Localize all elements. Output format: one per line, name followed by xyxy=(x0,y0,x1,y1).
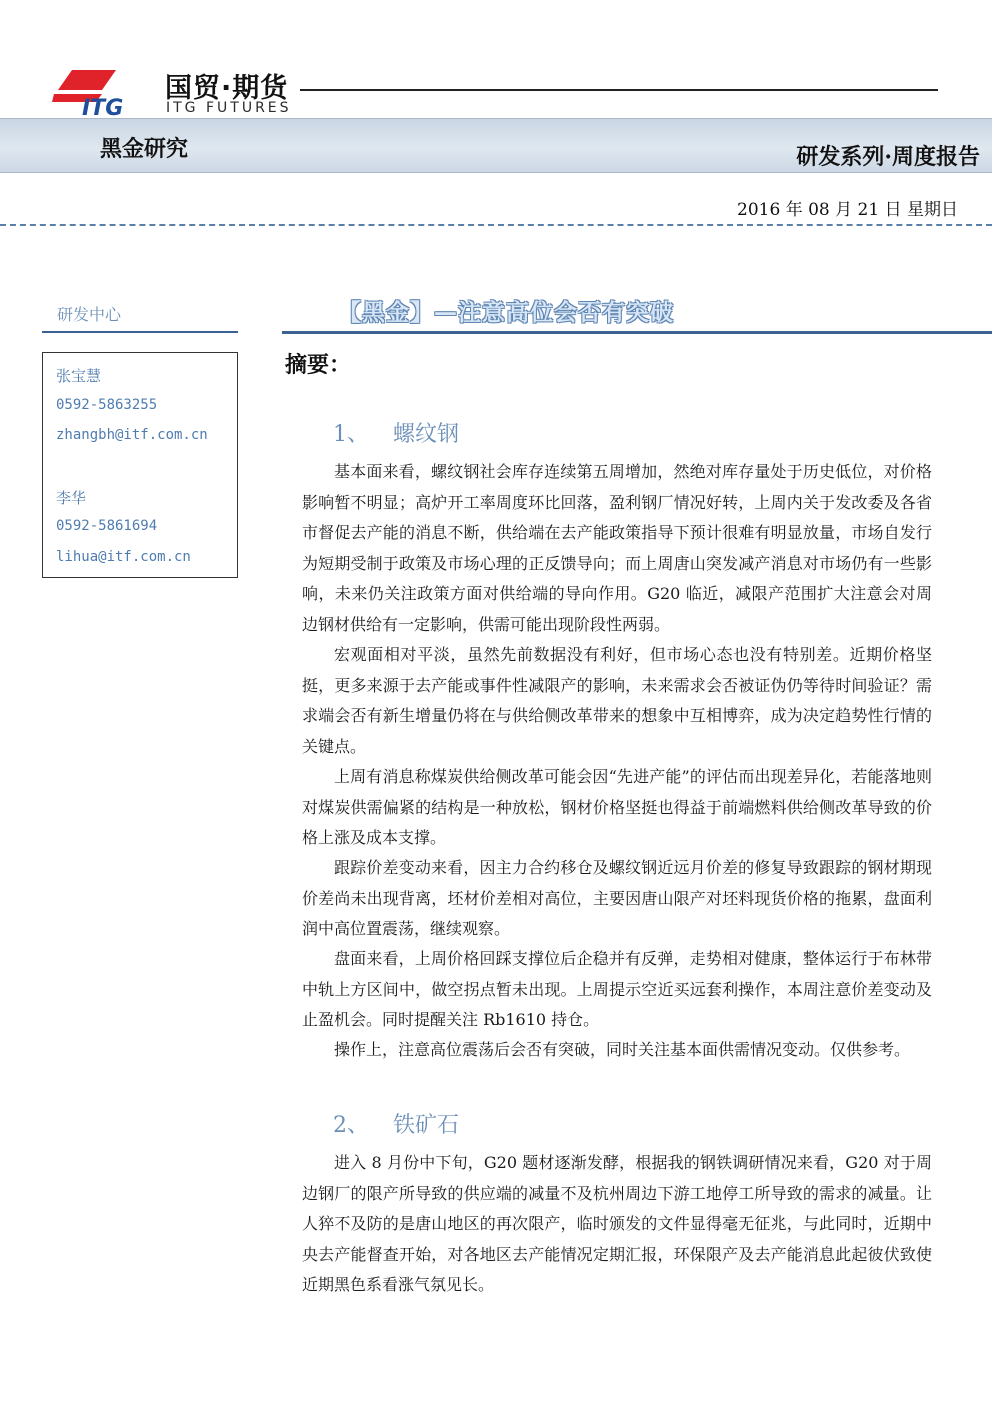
paragraph: 宏观面相对平淡，虽然先前数据没有利好，但市场心态也没有特别差。近期价格坚挺，更多来源于去产能或事件性减限产的影响，未来需求会否被证伪仍等待时间验证？需求端会否有新生增量仍将在与供给侧改革带来的想象中互相博弈，成为决定趋势性行情的关键点。 xyxy=(302,645,932,756)
banner-section-name: 黑金研究 xyxy=(100,136,189,162)
report-date: 2016 年 08 月 21 日 星期日 xyxy=(737,200,958,220)
paragraph: 跟踪价差变动来看，因主力合约移仓及螺纹钢近远月价差的修复导致跟踪的钢材期现价差尚未出现背离，坯材价差相对高位，主要因唐山限产对坯料现货价格的拖累，盘面利润中高位置震荡，继续观察。 xyxy=(302,858,932,939)
header-rule xyxy=(300,89,938,91)
paragraph: 上周有消息称煤炭供给侧改革可能会因“先进产能”的评估而出现差异化，若能落地则对煤炭供需偏紧的结构是一种放松，钢材价格坚挺也得益于前端燃料供给侧改革导致的价格上涨及成本支撑。 xyxy=(302,767,932,848)
banner-report-type: 研发系列·周度报告 xyxy=(796,144,980,170)
paragraph: 基本面来看，螺纹钢社会库存连续第五周增加，然绝对库存量处于历史低位，对价格影响暂不明显；高炉开工率周度环比回落，盈利钢厂情况好转，上周内关于发改委及各省市督促去产能的消息不断，供给端在去产能政策指导下预计很难有明显放量，市场自发行为短期受制于政策及市场心理的正反馈导向；而上周唐山突发减产消息对市场仍有一些影响，未来仍关注政策方面对供给端的导向作用。G20 临近，减限产范围扩大注意会对周边钢材供给有一定影响，供需可能出现阶段性两弱。 xyxy=(302,462,932,634)
sidebar-title: 研发中心 xyxy=(57,305,122,324)
contact-email[interactable]: lihua@itf.com.cn xyxy=(56,549,191,565)
contact-name: 李华 xyxy=(56,489,87,507)
section-title: 螺纹钢 xyxy=(393,422,460,447)
report-title: 【黑金】—注意高位会否有突破 xyxy=(338,299,674,326)
sidebar-rule xyxy=(42,331,238,333)
contact-phone: 0592-5863255 xyxy=(56,397,158,413)
section-heading xyxy=(333,417,459,448)
paragraph: 盘面来看，上周价格回踩支撑位后企稳并有反弹，走势相对健康，整体运行于布林带中轨上方区间中，做空拐点暂未出现。上周提示空近买远套利操作，本周注意价差变动及止盈机会。同时提醒关注 Rb1610 持仓。 xyxy=(302,949,932,1030)
title-rule xyxy=(282,331,992,334)
section-number: 1、 xyxy=(333,422,369,447)
contact-email[interactable]: zhangbh@itf.com.cn xyxy=(56,427,208,443)
contact-name: 张宝慧 xyxy=(56,367,102,385)
section-title: 铁矿石 xyxy=(393,1113,460,1138)
contact-phone: 0592-5861694 xyxy=(56,518,158,534)
logo-chinese: 国贸·期货 xyxy=(165,73,289,104)
paragraph: 操作上，注意高位震荡后会否有突破，同时关注基本面供需情况变动。仅供参考。 xyxy=(334,1040,911,1059)
abstract-label: 摘要： xyxy=(285,352,352,378)
section-heading xyxy=(333,1108,459,1139)
logo-mark-text: ITG xyxy=(82,96,124,118)
logo-english: ITG FUTURES xyxy=(166,100,292,116)
dashed-divider xyxy=(0,224,992,226)
section-number: 2、 xyxy=(333,1113,369,1138)
itg-logo-icon xyxy=(52,68,152,118)
paragraph: 进入 8 月份中下旬，G20 题材逐渐发酵，根据我的钢铁调研情况来看，G20 对于周边钢厂的限产所导致的供应端的减量不及杭州周边下游工地停工所导致的需求的减量。让人猝不及防的是唐山地区的再次限产，临时颁发的文件显得毫无征兆，与此同时，近期中央去产能督查开始，对各地区去产能情况定期汇报，环保限产及去产能消息此起彼伏致使近期黑色系看涨气氛见长。 xyxy=(302,1153,932,1295)
